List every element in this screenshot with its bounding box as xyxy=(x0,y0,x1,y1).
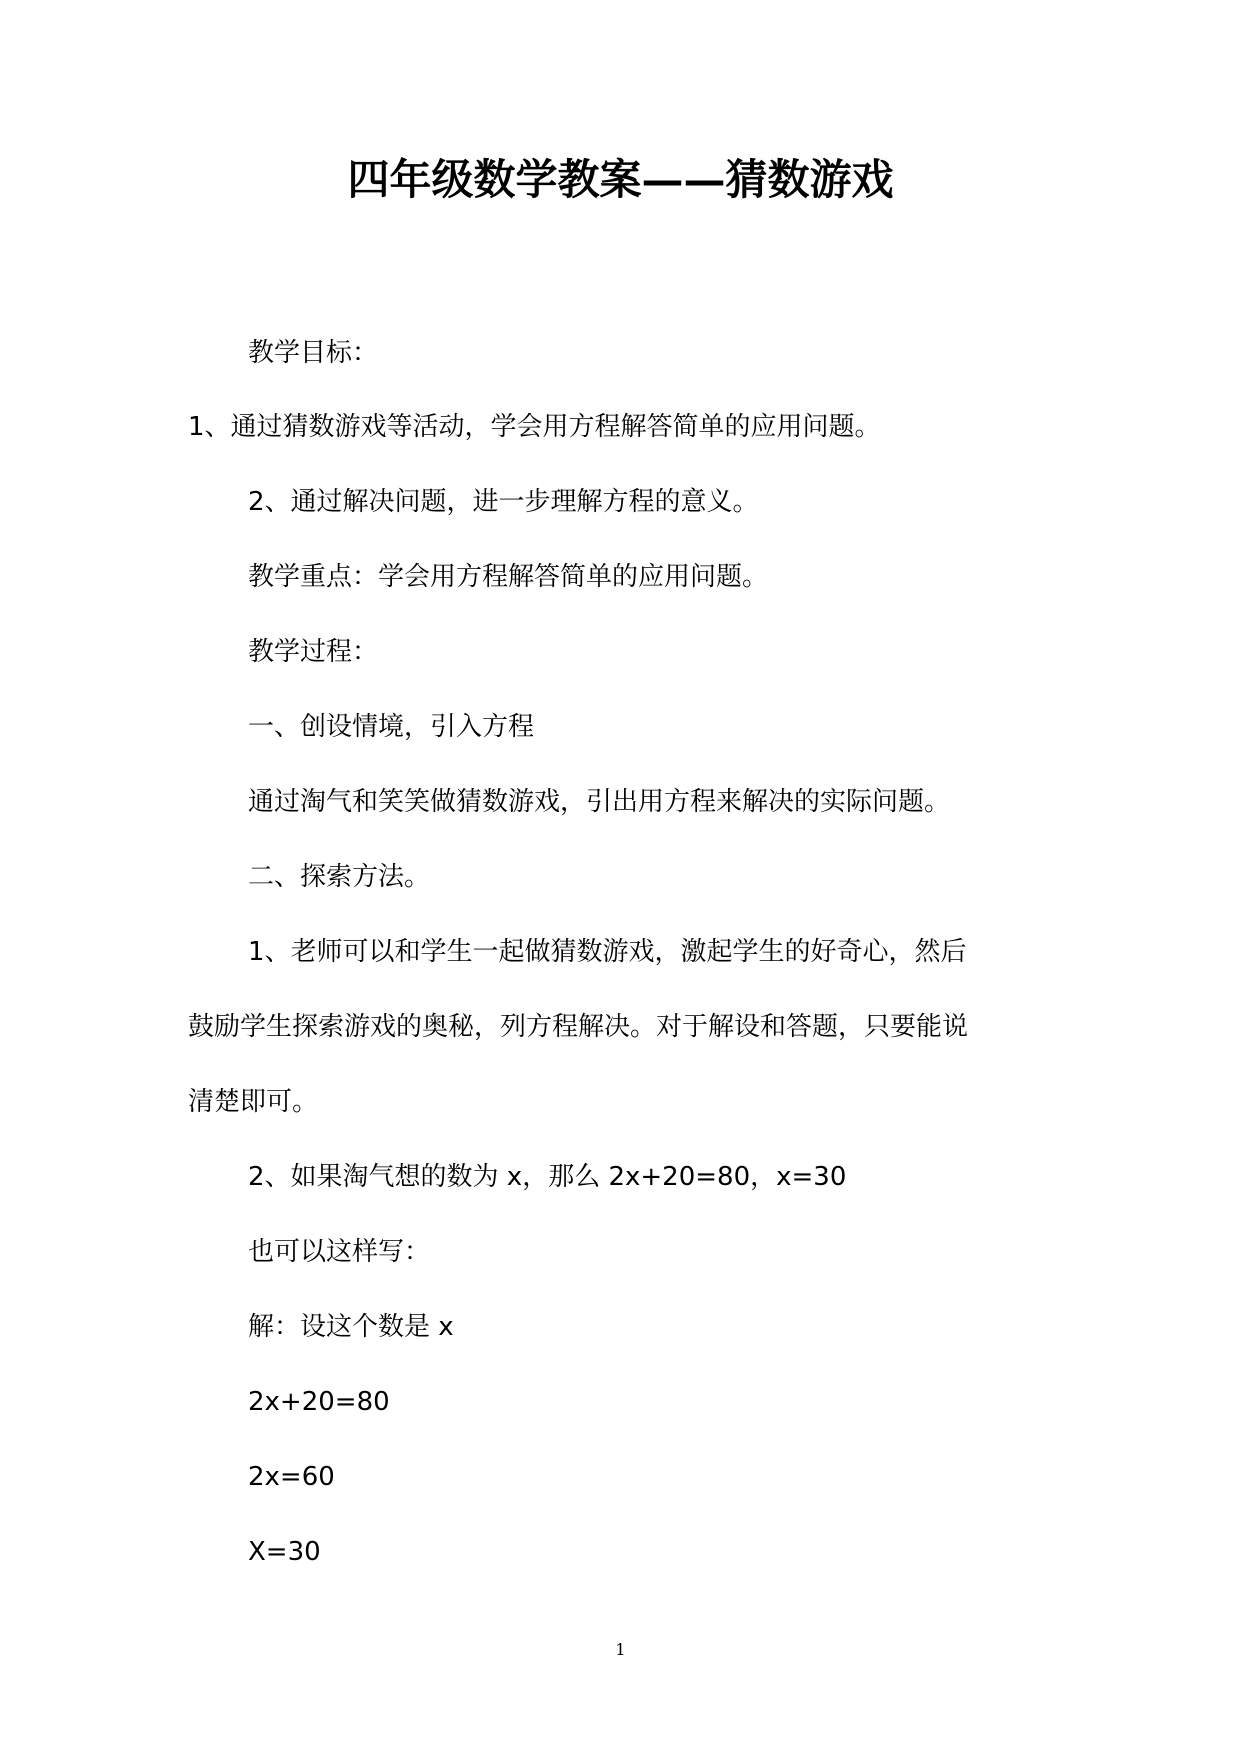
paragraph-method-1-line-2: 鼓励学生探索游戏的奥秘，列方程解决。对于解设和答题，只要能说 xyxy=(188,1012,969,1042)
paragraph-section-1-heading: 一、创设情境，引入方程 xyxy=(248,712,535,742)
page-number: 1 xyxy=(615,1640,626,1659)
paragraph-goal-1: 1、通过猜数游戏等活动，学会用方程解答简单的应用问题。 xyxy=(188,412,881,442)
paragraph-key-point: 教学重点：学会用方程解答简单的应用问题。 xyxy=(248,562,769,592)
paragraph-method-1-line-3: 清楚即可。 xyxy=(188,1087,319,1117)
equation-line-2: 2x=60 xyxy=(248,1462,335,1492)
paragraph-section-1-body: 通过淘气和笑笑做猜数游戏，引出用方程来解决的实际问题。 xyxy=(248,787,951,817)
document-title: 四年级数学教案——猜数游戏 xyxy=(347,155,894,204)
paragraph-section-2-heading: 二、探索方法。 xyxy=(248,862,431,892)
paragraph-goal-2: 2、通过解决问题，进一步理解方程的意义。 xyxy=(248,487,759,517)
paragraph-method-1-line-1: 1、老师可以和学生一起做猜数游戏，激起学生的好奇心，然后 xyxy=(248,937,967,967)
paragraph-alt-writing: 也可以这样写： xyxy=(248,1237,431,1267)
paragraph-method-2: 2、如果淘气想的数为 x，那么 2x+20=80，x=30 xyxy=(248,1162,847,1192)
paragraph-solution-setup: 解：设这个数是 x xyxy=(248,1312,454,1342)
equation-line-3: X=30 xyxy=(248,1537,321,1567)
paragraph-process-heading: 教学过程： xyxy=(248,637,379,667)
equation-line-1: 2x+20=80 xyxy=(248,1387,390,1417)
paragraph-teaching-goals-heading: 教学目标： xyxy=(248,338,379,368)
